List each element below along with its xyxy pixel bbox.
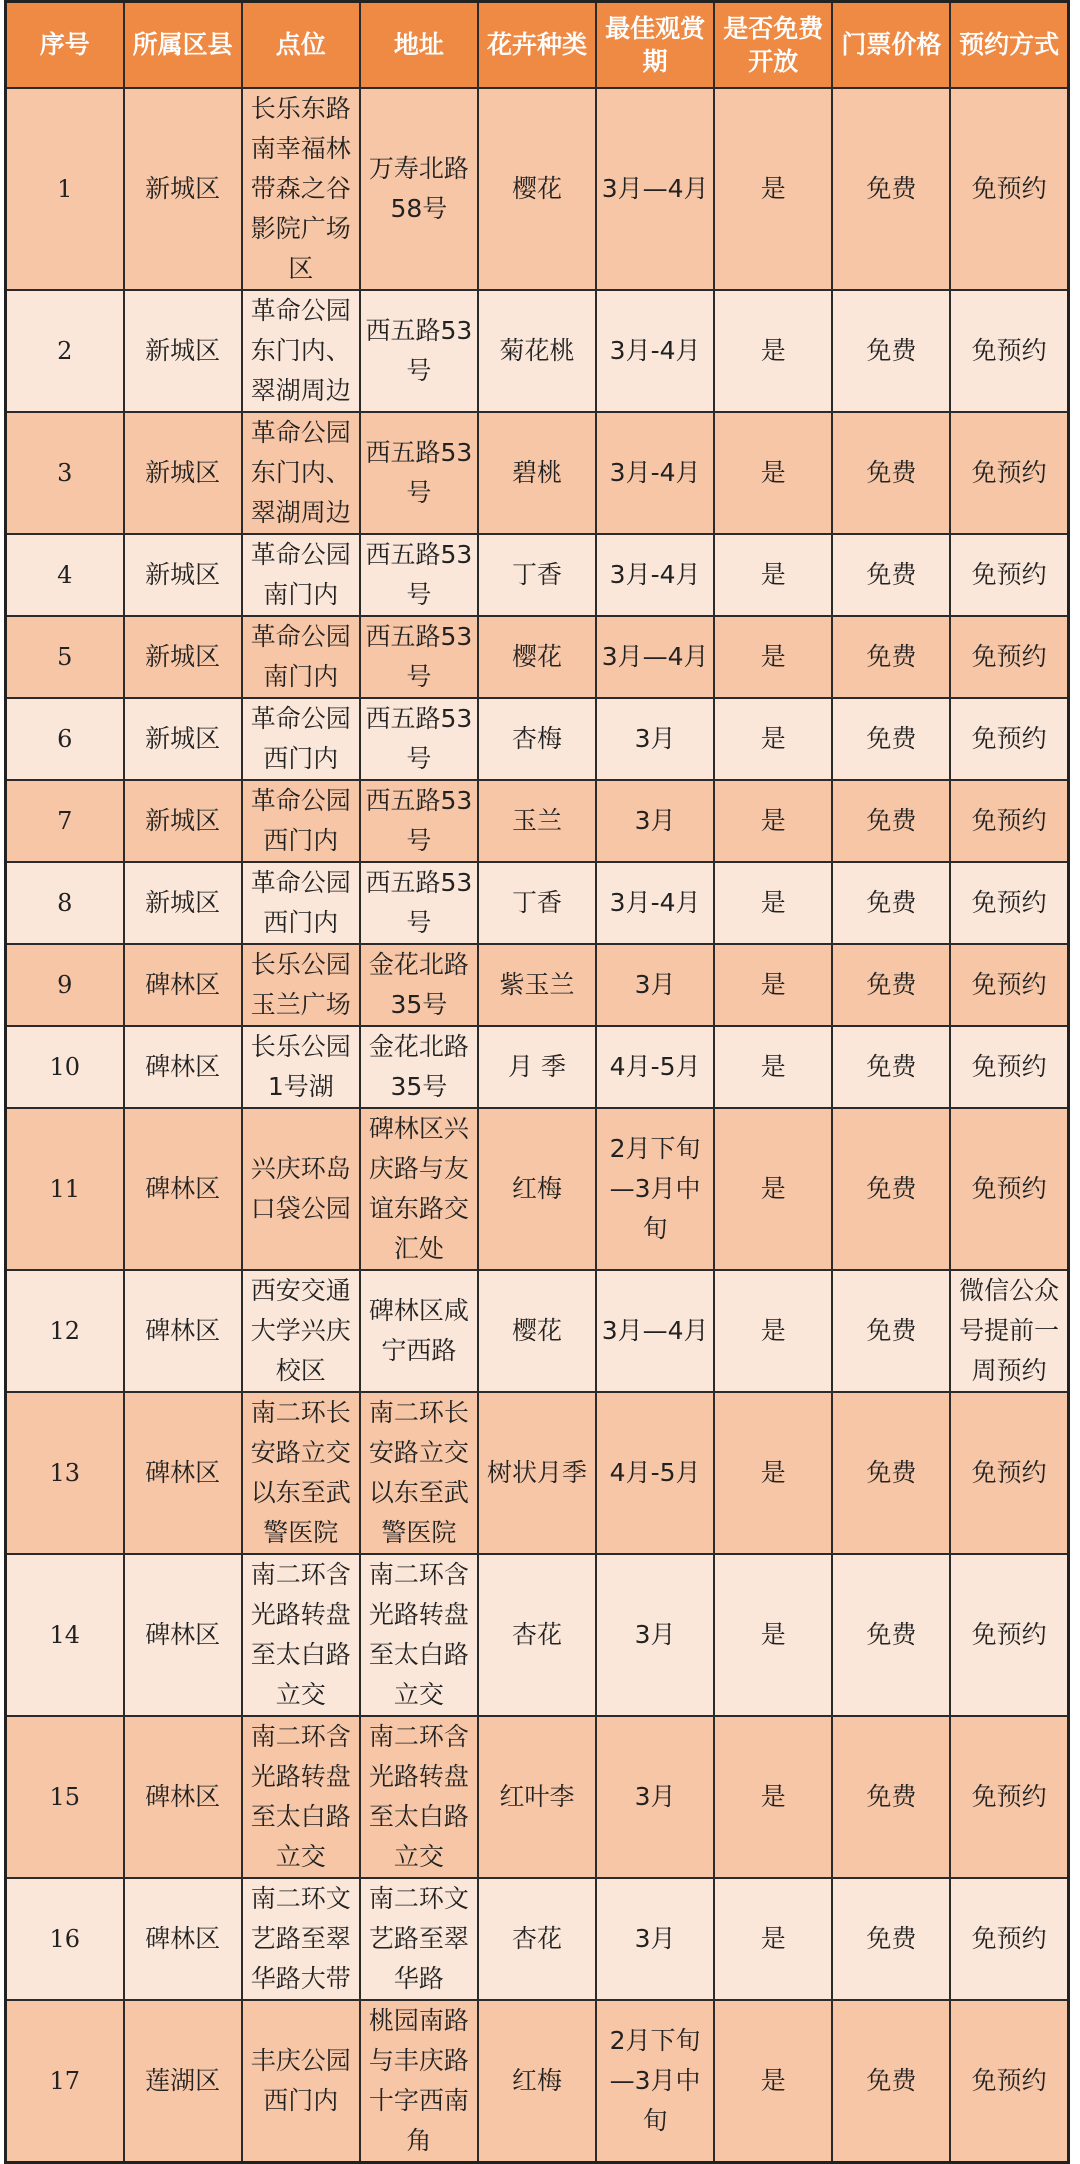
cell-ticket-price: 免费 bbox=[832, 2000, 950, 2163]
cell-free-open: 是 bbox=[714, 1108, 832, 1270]
cell-location: 南二环含光路转盘至太白路立交 bbox=[242, 1716, 360, 1878]
cell-ticket-price: 免费 bbox=[832, 1716, 950, 1878]
cell-booking-method: 免预约 bbox=[950, 1554, 1068, 1716]
cell-flower-type: 树状月季 bbox=[478, 1392, 596, 1554]
cell-best-period: 3月-4月 bbox=[596, 534, 714, 616]
cell-district: 碑林区 bbox=[124, 944, 242, 1026]
cell-seq: 8 bbox=[6, 862, 124, 944]
cell-district: 新城区 bbox=[124, 698, 242, 780]
cell-ticket-price: 免费 bbox=[832, 412, 950, 534]
cell-free-open: 是 bbox=[714, 1026, 832, 1108]
table-row bbox=[6, 1878, 1069, 2000]
cell-booking-method: 微信公众号提前一周预约 bbox=[950, 1270, 1068, 1392]
cell-booking-method: 免预约 bbox=[950, 412, 1068, 534]
cell-flower-type: 杏花 bbox=[478, 1878, 596, 2000]
cell-flower-type: 杏梅 bbox=[478, 698, 596, 780]
cell-seq: 11 bbox=[6, 1108, 124, 1270]
cell-address: 西五路53号 bbox=[360, 290, 478, 412]
cell-flower-type: 玉兰 bbox=[478, 780, 596, 862]
cell-best-period: 3月—4月 bbox=[596, 88, 714, 290]
cell-ticket-price: 免费 bbox=[832, 1878, 950, 2000]
cell-booking-method: 免预约 bbox=[950, 534, 1068, 616]
cell-address: 南二环长安路立交以东至武警医院 bbox=[360, 1392, 478, 1554]
cell-flower-type: 红梅 bbox=[478, 1108, 596, 1270]
cell-district: 新城区 bbox=[124, 412, 242, 534]
cell-best-period: 4月-5月 bbox=[596, 1392, 714, 1554]
cell-free-open: 是 bbox=[714, 1716, 832, 1878]
cell-flower-type: 杏花 bbox=[478, 1554, 596, 1716]
table-row bbox=[6, 1716, 1069, 1878]
cell-location: 南二环含光路转盘至太白路立交 bbox=[242, 1554, 360, 1716]
table-row bbox=[6, 862, 1069, 944]
cell-ticket-price: 免费 bbox=[832, 780, 950, 862]
cell-booking-method: 免预约 bbox=[950, 1716, 1068, 1878]
cell-location: 南二环文艺路至翠华路大带 bbox=[242, 1878, 360, 2000]
table-row bbox=[6, 534, 1069, 616]
cell-seq: 1 bbox=[6, 88, 124, 290]
cell-seq: 17 bbox=[6, 2000, 124, 2163]
header-flower-type: 花卉种类 bbox=[478, 2, 596, 88]
cell-address: 金花北路35号 bbox=[360, 1026, 478, 1108]
cell-seq: 9 bbox=[6, 944, 124, 1026]
cell-district: 碑林区 bbox=[124, 1270, 242, 1392]
cell-seq: 13 bbox=[6, 1392, 124, 1554]
cell-booking-method: 免预约 bbox=[950, 780, 1068, 862]
cell-seq: 12 bbox=[6, 1270, 124, 1392]
cell-seq: 3 bbox=[6, 412, 124, 534]
header-free-open: 是否免费开放 bbox=[714, 2, 832, 88]
cell-free-open: 是 bbox=[714, 412, 832, 534]
cell-ticket-price: 免费 bbox=[832, 1108, 950, 1270]
cell-address: 西五路53号 bbox=[360, 616, 478, 698]
cell-free-open: 是 bbox=[714, 290, 832, 412]
cell-free-open: 是 bbox=[714, 1270, 832, 1392]
cell-booking-method: 免预约 bbox=[950, 2000, 1068, 2163]
cell-district: 碑林区 bbox=[124, 1026, 242, 1108]
cell-ticket-price: 免费 bbox=[832, 1392, 950, 1554]
cell-free-open: 是 bbox=[714, 944, 832, 1026]
cell-flower-type: 碧桃 bbox=[478, 412, 596, 534]
cell-ticket-price: 免费 bbox=[832, 944, 950, 1026]
cell-location: 长乐公园玉兰广场 bbox=[242, 944, 360, 1026]
cell-free-open: 是 bbox=[714, 1554, 832, 1716]
cell-district: 碑林区 bbox=[124, 1554, 242, 1716]
cell-district: 新城区 bbox=[124, 534, 242, 616]
cell-seq: 16 bbox=[6, 1878, 124, 2000]
cell-district: 新城区 bbox=[124, 88, 242, 290]
cell-address: 南二环含光路转盘至太白路立交 bbox=[360, 1716, 478, 1878]
cell-best-period: 3月-4月 bbox=[596, 862, 714, 944]
cell-ticket-price: 免费 bbox=[832, 1026, 950, 1108]
cell-location: 革命公园东门内、翠湖周边 bbox=[242, 290, 360, 412]
cell-best-period: 2月下旬—3月中旬 bbox=[596, 1108, 714, 1270]
cell-flower-type: 樱花 bbox=[478, 1270, 596, 1392]
cell-district: 碑林区 bbox=[124, 1878, 242, 2000]
header-district: 所属区县 bbox=[124, 2, 242, 88]
cell-location: 革命公园西门内 bbox=[242, 780, 360, 862]
cell-location: 丰庆公园西门内 bbox=[242, 2000, 360, 2163]
cell-best-period: 3月—4月 bbox=[596, 616, 714, 698]
table-row bbox=[6, 616, 1069, 698]
cell-best-period: 3月 bbox=[596, 944, 714, 1026]
cell-best-period: 3月 bbox=[596, 780, 714, 862]
cell-district: 莲湖区 bbox=[124, 2000, 242, 2163]
cell-district: 碑林区 bbox=[124, 1716, 242, 1878]
table-body bbox=[6, 88, 1069, 2163]
cell-address: 西五路53号 bbox=[360, 780, 478, 862]
cell-seq: 2 bbox=[6, 290, 124, 412]
cell-flower-type: 紫玉兰 bbox=[478, 944, 596, 1026]
cell-address: 西五路53号 bbox=[360, 534, 478, 616]
table-row bbox=[6, 944, 1069, 1026]
cell-booking-method: 免预约 bbox=[950, 944, 1068, 1026]
table-row bbox=[6, 412, 1069, 534]
cell-booking-method: 免预约 bbox=[950, 862, 1068, 944]
cell-best-period: 4月-5月 bbox=[596, 1026, 714, 1108]
cell-booking-method: 免预约 bbox=[950, 698, 1068, 780]
table-row bbox=[6, 1026, 1069, 1108]
cell-free-open: 是 bbox=[714, 534, 832, 616]
cell-seq: 15 bbox=[6, 1716, 124, 1878]
cell-booking-method: 免预约 bbox=[950, 1878, 1068, 2000]
cell-best-period: 3月 bbox=[596, 1716, 714, 1878]
cell-location: 长乐东路南幸福林带森之谷影院广场区 bbox=[242, 88, 360, 290]
cell-free-open: 是 bbox=[714, 862, 832, 944]
cell-free-open: 是 bbox=[714, 1878, 832, 2000]
cell-best-period: 3月-4月 bbox=[596, 412, 714, 534]
cell-best-period: 3月 bbox=[596, 1878, 714, 2000]
cell-seq: 14 bbox=[6, 1554, 124, 1716]
table-row bbox=[6, 88, 1069, 290]
cell-ticket-price: 免费 bbox=[832, 698, 950, 780]
cell-free-open: 是 bbox=[714, 698, 832, 780]
table-row bbox=[6, 1392, 1069, 1554]
header-booking-method: 预约方式 bbox=[950, 2, 1068, 88]
cell-ticket-price: 免费 bbox=[832, 534, 950, 616]
cell-ticket-price: 免费 bbox=[832, 616, 950, 698]
cell-ticket-price: 免费 bbox=[832, 88, 950, 290]
cell-location: 革命公园南门内 bbox=[242, 534, 360, 616]
cell-ticket-price: 免费 bbox=[832, 1554, 950, 1716]
cell-location: 长乐公园1号湖 bbox=[242, 1026, 360, 1108]
cell-best-period: 2月下旬—3月中旬 bbox=[596, 2000, 714, 2163]
table-row bbox=[6, 780, 1069, 862]
cell-address: 西五路53号 bbox=[360, 412, 478, 534]
cell-flower-type: 樱花 bbox=[478, 616, 596, 698]
table-row bbox=[6, 1108, 1069, 1270]
cell-free-open: 是 bbox=[714, 2000, 832, 2163]
table-header-row bbox=[6, 2, 1069, 88]
cell-location: 革命公园南门内 bbox=[242, 616, 360, 698]
cell-free-open: 是 bbox=[714, 780, 832, 862]
cell-address: 南二环含光路转盘至太白路立交 bbox=[360, 1554, 478, 1716]
cell-address: 金花北路35号 bbox=[360, 944, 478, 1026]
flower-viewing-table bbox=[4, 0, 1070, 2164]
cell-address: 碑林区兴庆路与友谊东路交汇处 bbox=[360, 1108, 478, 1270]
cell-location: 革命公园东门内、翠湖周边 bbox=[242, 412, 360, 534]
cell-booking-method: 免预约 bbox=[950, 290, 1068, 412]
cell-booking-method: 免预约 bbox=[950, 1026, 1068, 1108]
cell-seq: 5 bbox=[6, 616, 124, 698]
cell-district: 碑林区 bbox=[124, 1392, 242, 1554]
cell-flower-type: 樱花 bbox=[478, 88, 596, 290]
cell-seq: 10 bbox=[6, 1026, 124, 1108]
header-address: 地址 bbox=[360, 2, 478, 88]
cell-flower-type: 丁香 bbox=[478, 534, 596, 616]
cell-district: 新城区 bbox=[124, 290, 242, 412]
cell-seq: 7 bbox=[6, 780, 124, 862]
cell-location: 南二环长安路立交以东至武警医院 bbox=[242, 1392, 360, 1554]
table-row bbox=[6, 2000, 1069, 2163]
cell-flower-type: 红叶李 bbox=[478, 1716, 596, 1878]
cell-district: 碑林区 bbox=[124, 1108, 242, 1270]
cell-flower-type: 红梅 bbox=[478, 2000, 596, 2163]
cell-free-open: 是 bbox=[714, 88, 832, 290]
cell-seq: 6 bbox=[6, 698, 124, 780]
cell-flower-type: 菊花桃 bbox=[478, 290, 596, 412]
table-row bbox=[6, 698, 1069, 780]
cell-address: 南二环文艺路至翠华路 bbox=[360, 1878, 478, 2000]
cell-best-period: 3月—4月 bbox=[596, 1270, 714, 1392]
table-row bbox=[6, 1554, 1069, 1716]
cell-booking-method: 免预约 bbox=[950, 1392, 1068, 1554]
cell-free-open: 是 bbox=[714, 616, 832, 698]
cell-booking-method: 免预约 bbox=[950, 1108, 1068, 1270]
header-location: 点位 bbox=[242, 2, 360, 88]
cell-ticket-price: 免费 bbox=[832, 290, 950, 412]
header-best-period: 最佳观赏期 bbox=[596, 2, 714, 88]
cell-free-open: 是 bbox=[714, 1392, 832, 1554]
cell-ticket-price: 免费 bbox=[832, 1270, 950, 1392]
cell-address: 碑林区咸宁西路 bbox=[360, 1270, 478, 1392]
cell-address: 桃园南路与丰庆路十字西南角 bbox=[360, 2000, 478, 2163]
cell-booking-method: 免预约 bbox=[950, 616, 1068, 698]
cell-location: 西安交通大学兴庆校区 bbox=[242, 1270, 360, 1392]
cell-best-period: 3月-4月 bbox=[596, 290, 714, 412]
header-seq: 序号 bbox=[6, 2, 124, 88]
cell-seq: 4 bbox=[6, 534, 124, 616]
cell-address: 西五路53号 bbox=[360, 862, 478, 944]
cell-district: 新城区 bbox=[124, 616, 242, 698]
cell-district: 新城区 bbox=[124, 780, 242, 862]
cell-address: 西五路53号 bbox=[360, 698, 478, 780]
cell-best-period: 3月 bbox=[596, 698, 714, 780]
cell-address: 万寿北路58号 bbox=[360, 88, 478, 290]
cell-district: 新城区 bbox=[124, 862, 242, 944]
header-ticket-price: 门票价格 bbox=[832, 2, 950, 88]
cell-ticket-price: 免费 bbox=[832, 862, 950, 944]
table-row bbox=[6, 1270, 1069, 1392]
cell-booking-method: 免预约 bbox=[950, 88, 1068, 290]
cell-best-period: 3月 bbox=[596, 1554, 714, 1716]
cell-location: 革命公园西门内 bbox=[242, 698, 360, 780]
cell-flower-type: 月 季 bbox=[478, 1026, 596, 1108]
table-row bbox=[6, 290, 1069, 412]
cell-location: 兴庆环岛口袋公园 bbox=[242, 1108, 360, 1270]
cell-location: 革命公园西门内 bbox=[242, 862, 360, 944]
cell-flower-type: 丁香 bbox=[478, 862, 596, 944]
